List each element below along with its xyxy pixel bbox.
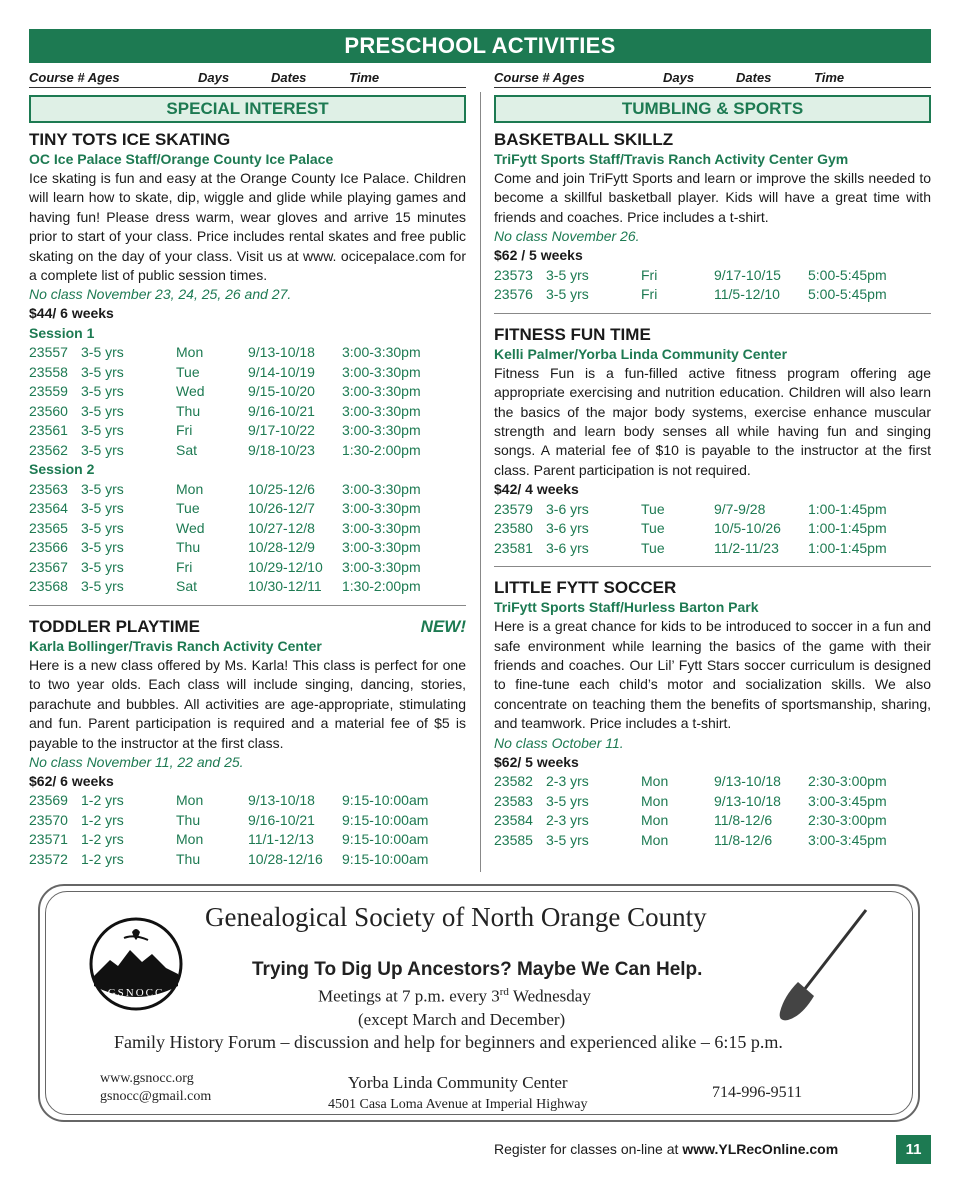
schedule-table <box>494 500 931 559</box>
schedule-table <box>494 266 931 305</box>
days-header: Days <box>663 70 695 85</box>
course-day: Fri <box>641 286 658 303</box>
course-day: Mon <box>176 831 204 848</box>
course-instructor: OC Ice Palace Staff/Orange County Ice Palace <box>29 151 334 167</box>
ad-venue <box>328 1072 587 1116</box>
table-row <box>494 811 931 831</box>
course-price: $44/ 6 weeks <box>29 305 114 322</box>
table-row <box>29 480 466 500</box>
course-header: Course # Ages <box>29 70 120 85</box>
course-time: 5:00-5:45pm <box>808 266 887 283</box>
course-ages: 1-2 yrs <box>81 792 124 809</box>
table-row <box>494 266 931 286</box>
course-dates: 10/28-12/16 <box>248 850 323 867</box>
course-number: 23559 <box>29 383 68 400</box>
course-dates: 11/1-12/13 <box>248 831 314 848</box>
course-time: 3:00-3:45pm <box>808 831 887 848</box>
course-day: Sat <box>176 578 198 595</box>
course-number: 23570 <box>29 811 68 828</box>
course-dates: 9/17-10/15 <box>714 266 781 283</box>
course-ages: 1-2 yrs <box>81 850 124 867</box>
course-title: TINY TOTS ICE SKATING <box>29 130 231 149</box>
column-header-left <box>29 68 466 88</box>
course-day: Tue <box>641 520 665 537</box>
course-dates: 11/2-11/23 <box>714 539 779 556</box>
course-day: Mon <box>176 344 204 361</box>
course-number: 23583 <box>494 792 533 809</box>
course-number: 23562 <box>29 441 68 458</box>
table-row <box>29 577 466 597</box>
course-number: 23564 <box>29 500 68 517</box>
table-row <box>29 830 466 850</box>
course-ages: 3-5 yrs <box>546 266 589 283</box>
course-time: 2:30-3:00pm <box>808 812 887 829</box>
course-ice-skating <box>29 129 466 597</box>
course-ages: 3-5 yrs <box>81 539 124 556</box>
course-ages: 1-2 yrs <box>81 831 124 848</box>
table-row <box>29 363 466 383</box>
course-number: 23582 <box>494 773 533 790</box>
course-day: Mon <box>176 480 204 497</box>
course-number: 23572 <box>29 850 68 867</box>
ad-website[interactable]: www.gsnocc.org <box>100 1071 194 1086</box>
course-time: 9:15-10:00am <box>342 811 429 828</box>
table-row <box>29 402 466 422</box>
course-time: 3:00-3:30pm <box>342 558 421 575</box>
course-title: FITNESS FUN TIME <box>494 324 651 344</box>
course-dates: 9/14-10/19 <box>248 363 315 380</box>
course-day: Mon <box>176 792 204 809</box>
table-row <box>29 382 466 402</box>
course-ages: 3-5 yrs <box>81 344 124 361</box>
course-time: 9:15-10:00am <box>342 831 429 848</box>
table-row <box>494 500 931 520</box>
course-ages: 3-5 yrs <box>81 578 124 595</box>
course-note: No class October 11. <box>494 734 624 751</box>
table-row <box>29 850 466 870</box>
course-basketball <box>494 129 931 305</box>
course-time: 3:00-3:45pm <box>808 792 887 809</box>
course-time: 3:00-3:30pm <box>342 344 421 361</box>
course-title: LITTLE FYTT SOCCER <box>494 578 677 598</box>
dates-header: Dates <box>271 70 307 85</box>
course-dates: 11/8-12/6 <box>714 812 773 829</box>
time-header: Time <box>349 70 380 85</box>
course-number: 23576 <box>494 286 533 303</box>
course-time: 3:00-3:30pm <box>342 363 421 380</box>
course-time: 9:15-10:00am <box>342 792 429 809</box>
course-time: 9:15-10:00am <box>342 850 429 867</box>
course-number: 23581 <box>494 539 533 556</box>
schedule-table <box>29 343 466 460</box>
course-ages: 3-5 yrs <box>546 831 589 848</box>
course-ages: 2-3 yrs <box>546 773 589 790</box>
table-row <box>29 343 466 363</box>
ad-title: Genealogical Society of North Orange County <box>205 902 707 932</box>
course-ages: 3-5 yrs <box>546 792 589 809</box>
course-dates: 9/15-10/20 <box>248 383 315 400</box>
course-number: 23579 <box>494 500 533 517</box>
course-dates: 9/13-10/18 <box>714 773 781 790</box>
table-row <box>29 558 466 578</box>
course-ages: 3-5 yrs <box>81 441 124 458</box>
course-ages: 3-5 yrs <box>81 558 124 575</box>
course-ages: 3-5 yrs <box>81 402 124 419</box>
course-day: Mon <box>641 773 669 790</box>
right-column <box>494 95 931 850</box>
course-number: 23567 <box>29 558 68 575</box>
ad-meetings <box>318 986 591 1007</box>
course-day: Tue <box>176 363 200 380</box>
page-banner: PRESCHOOL ACTIVITIES <box>29 29 931 63</box>
course-day: Mon <box>641 792 669 809</box>
course-number: 23563 <box>29 480 68 497</box>
course-price: $42/ 4 weeks <box>494 481 579 498</box>
course-day: Thu <box>176 539 201 556</box>
course-description: Here is a new class offered by Ms. Karla! This class is perfect for one to two year olds. Each class will include singing, dancing, stories, parachute and bubbles. All activities are age-appropriate, stimulating and fun. Parent participation is required and a material fee of $5 is payable to the instructor at the first class. <box>29 656 466 751</box>
course-soccer <box>494 577 931 850</box>
course-number: 23566 <box>29 539 68 556</box>
course-title-row <box>29 616 466 637</box>
session-label: Session 2 <box>29 461 95 478</box>
course-number: 23558 <box>29 363 68 380</box>
table-row <box>494 772 931 792</box>
schedule-table <box>29 791 466 869</box>
course-fitness-fun <box>494 324 931 558</box>
course-dates: 9/13-10/18 <box>248 344 315 361</box>
course-time: 1:30-2:00pm <box>342 441 421 458</box>
meetings-text: Meetings at 7 p.m. every 3 <box>318 986 500 1006</box>
column-header-right <box>494 68 931 88</box>
course-note: No class November 23, 24, 25, 26 and 27. <box>29 286 292 303</box>
course-instructor: TriFytt Sports Staff/Travis Ranch Activity Center Gym <box>494 151 849 167</box>
course-dates: 10/30-12/11 <box>248 578 322 595</box>
section-header-special-interest: SPECIAL INTEREST <box>29 95 466 123</box>
course-dates: 9/16-10/21 <box>248 402 315 419</box>
meetings-day: Wednesday <box>508 986 591 1006</box>
course-header: Course # Ages <box>494 70 585 85</box>
table-row <box>29 538 466 558</box>
course-time: 3:00-3:30pm <box>342 500 421 517</box>
section-header-tumbling-sports: TUMBLING & SPORTS <box>494 95 931 123</box>
meetings-ordinal: rd <box>499 986 509 998</box>
course-number: 23557 <box>29 344 68 361</box>
course-note: No class November 26. <box>494 228 640 245</box>
table-row <box>494 519 931 539</box>
course-ages: 3-5 yrs <box>81 519 124 536</box>
course-time: 3:00-3:30pm <box>342 519 421 536</box>
course-dates: 11/8-12/6 <box>714 831 773 848</box>
course-number: 23565 <box>29 519 68 536</box>
course-dates: 9/13-10/18 <box>248 792 315 809</box>
course-day: Wed <box>176 383 205 400</box>
course-instructor: Kelli Palmer/Yorba Linda Community Center <box>494 345 788 362</box>
footer-text: Register for classes on-line at <box>494 1141 683 1157</box>
table-row <box>29 441 466 461</box>
ad-phone: 714-996-9511 <box>712 1084 803 1101</box>
course-dates: 9/18-10/23 <box>248 441 315 458</box>
section-divider <box>494 313 931 314</box>
section-divider <box>494 566 931 567</box>
course-note: No class November 11, 22 and 25. <box>29 753 244 770</box>
course-ages: 2-3 yrs <box>546 812 589 829</box>
course-time: 1:00-1:45pm <box>808 500 887 517</box>
table-row <box>494 285 931 305</box>
course-dates: 10/25-12/6 <box>248 480 315 497</box>
shovel-icon <box>762 906 872 1024</box>
course-price: $62/ 6 weeks <box>29 772 114 789</box>
course-time: 3:00-3:30pm <box>342 539 421 556</box>
course-time: 1:00-1:45pm <box>808 520 887 537</box>
course-time: 3:00-3:30pm <box>342 383 421 400</box>
course-ages: 3-6 yrs <box>546 500 589 517</box>
course-toddler-playtime <box>29 616 466 870</box>
table-row <box>29 791 466 811</box>
table-row <box>29 499 466 519</box>
course-price: $62/ 5 weeks <box>494 753 579 770</box>
course-dates: 10/26-12/7 <box>248 500 315 517</box>
course-dates: 9/7-9/28 <box>714 500 766 517</box>
table-row <box>29 519 466 539</box>
footer-url[interactable]: www.YLRecOnline.com <box>682 1141 839 1157</box>
course-description: Fitness Fun is a fun-filled active fitness program offering age appropriate exercising and nutrition education. Children will also learn the basics of the major body systems, exercise enhance muscular strength and learn body senses all while having fun and singing songs. A material fee of $10 is payable to the instructor at the first class. Parent participation is not required. <box>494 364 931 478</box>
ad-contact <box>100 1070 211 1106</box>
schedule-table <box>494 772 931 850</box>
course-day: Fri <box>641 266 658 283</box>
course-ages: 3-5 yrs <box>546 286 589 303</box>
course-dates: 9/13-10/18 <box>714 792 781 809</box>
course-price: $62 / 5 weeks <box>494 247 583 264</box>
ad-forum: Family History Forum – discussion and help for beginners and experienced alike – 6:15 p.m. <box>114 1032 783 1052</box>
left-column <box>29 95 466 869</box>
course-day: Tue <box>176 500 200 517</box>
course-dates: 10/5-10/26 <box>714 520 781 537</box>
course-ages: 3-6 yrs <box>546 539 589 556</box>
venue-name: Yorba Linda Community Center <box>347 1073 568 1092</box>
course-time: 3:00-3:30pm <box>342 422 421 439</box>
table-row <box>494 792 931 812</box>
table-row <box>29 811 466 831</box>
course-instructor: TriFytt Sports Staff/Hurless Barton Park <box>494 599 759 616</box>
course-number: 23568 <box>29 578 68 595</box>
course-day: Fri <box>176 558 193 575</box>
course-day: Thu <box>176 850 201 867</box>
table-row <box>29 421 466 441</box>
course-ages: 3-5 yrs <box>81 480 124 497</box>
course-day: Mon <box>641 831 669 848</box>
course-day: Fri <box>176 422 193 439</box>
ad-tagline: Trying To Dig Up Ancestors? Maybe We Can Help. <box>252 959 703 980</box>
course-title: BASKETBALL SKILLZ <box>494 130 674 149</box>
course-ages: 3-5 yrs <box>81 363 124 380</box>
course-day: Thu <box>176 811 201 828</box>
course-description: Here is a great chance for kids to be introduced to soccer in a fun and safe environment while learning the basics of the game with their friends and coaches. Our Lil’ Fytt Stars soccer curriculum is designed to fine-tune each child’s motor and socialization skills. We also concentrate on teaching them the benefits of sportsmanship, sharing, and teamwork. Price includes a t-shirt. <box>494 618 931 732</box>
course-ages: 1-2 yrs <box>81 811 124 828</box>
gsnocc-logo-icon <box>88 916 184 1012</box>
course-dates: 10/27-12/8 <box>248 519 315 536</box>
course-title: TODDLER PLAYTIME <box>29 616 200 636</box>
course-day: Wed <box>176 519 205 536</box>
course-number: 23573 <box>494 266 533 283</box>
genealogy-ad <box>38 884 920 1122</box>
logo-text: GSNOCC <box>107 987 165 999</box>
course-day: Mon <box>641 812 669 829</box>
course-ages: 3-5 yrs <box>81 383 124 400</box>
course-time: 5:00-5:45pm <box>808 286 887 303</box>
course-ages: 3-5 yrs <box>81 500 124 517</box>
course-day: Tue <box>641 500 665 517</box>
time-header: Time <box>814 70 845 85</box>
footer-register <box>494 1141 838 1157</box>
ad-exception: (except March and December) <box>358 1010 566 1029</box>
course-time: 3:00-3:30pm <box>342 402 421 419</box>
page-number: 11 <box>896 1135 931 1164</box>
course-dates: 9/16-10/21 <box>248 811 315 828</box>
course-dates: 9/17-10/22 <box>248 422 315 439</box>
course-time: 1:30-2:00pm <box>342 578 421 595</box>
course-number: 23580 <box>494 520 533 537</box>
course-description: Come and join TriFytt Sports and learn or improve the skills needed to become a skillful basketball player. Kids will have a great time with friends and coaches. Price includes a t-shirt. <box>494 170 931 225</box>
course-time: 3:00-3:30pm <box>342 480 421 497</box>
schedule-table <box>29 480 466 597</box>
course-time: 1:00-1:45pm <box>808 539 887 556</box>
course-time: 2:30-3:00pm <box>808 773 887 790</box>
course-dates: 11/5-12/10 <box>714 286 780 303</box>
course-number: 23561 <box>29 422 68 439</box>
course-dates: 10/28-12/9 <box>248 539 315 556</box>
ad-email[interactable]: gsnocc@gmail.com <box>100 1089 212 1104</box>
course-day: Tue <box>641 539 665 556</box>
course-number: 23585 <box>494 831 533 848</box>
course-description: Ice skating is fun and easy at the Orange County Ice Palace. Children will learn how to skate, dip, wiggle and glide while playing games and having fun! Please dress warm, wear gloves and arrive 15 minutes prior to start of your class. Price includes rental skates and free public skating on the day of your class. Visit us at www. ocicepalace.com for a complete list of public session times. <box>29 170 466 284</box>
course-number: 23569 <box>29 792 68 809</box>
days-header: Days <box>198 70 230 85</box>
table-row <box>494 831 931 851</box>
table-row <box>494 539 931 559</box>
course-instructor: Karla Bollinger/Travis Ranch Activity Center <box>29 637 322 654</box>
course-number: 23560 <box>29 402 68 419</box>
course-number: 23584 <box>494 812 533 829</box>
new-badge: NEW! <box>420 616 466 636</box>
course-day: Thu <box>176 402 201 419</box>
course-day: Sat <box>176 441 198 458</box>
course-dates: 10/29-12/10 <box>248 558 323 575</box>
venue-address: 4501 Casa Loma Avenue at Imperial Highway <box>328 1097 588 1112</box>
dates-header: Dates <box>736 70 772 85</box>
section-divider <box>29 605 466 606</box>
session-label: Session 1 <box>29 324 95 341</box>
course-number: 23571 <box>29 831 68 848</box>
column-divider <box>480 92 481 872</box>
course-ages: 3-5 yrs <box>81 422 124 439</box>
course-ages: 3-6 yrs <box>546 520 589 537</box>
